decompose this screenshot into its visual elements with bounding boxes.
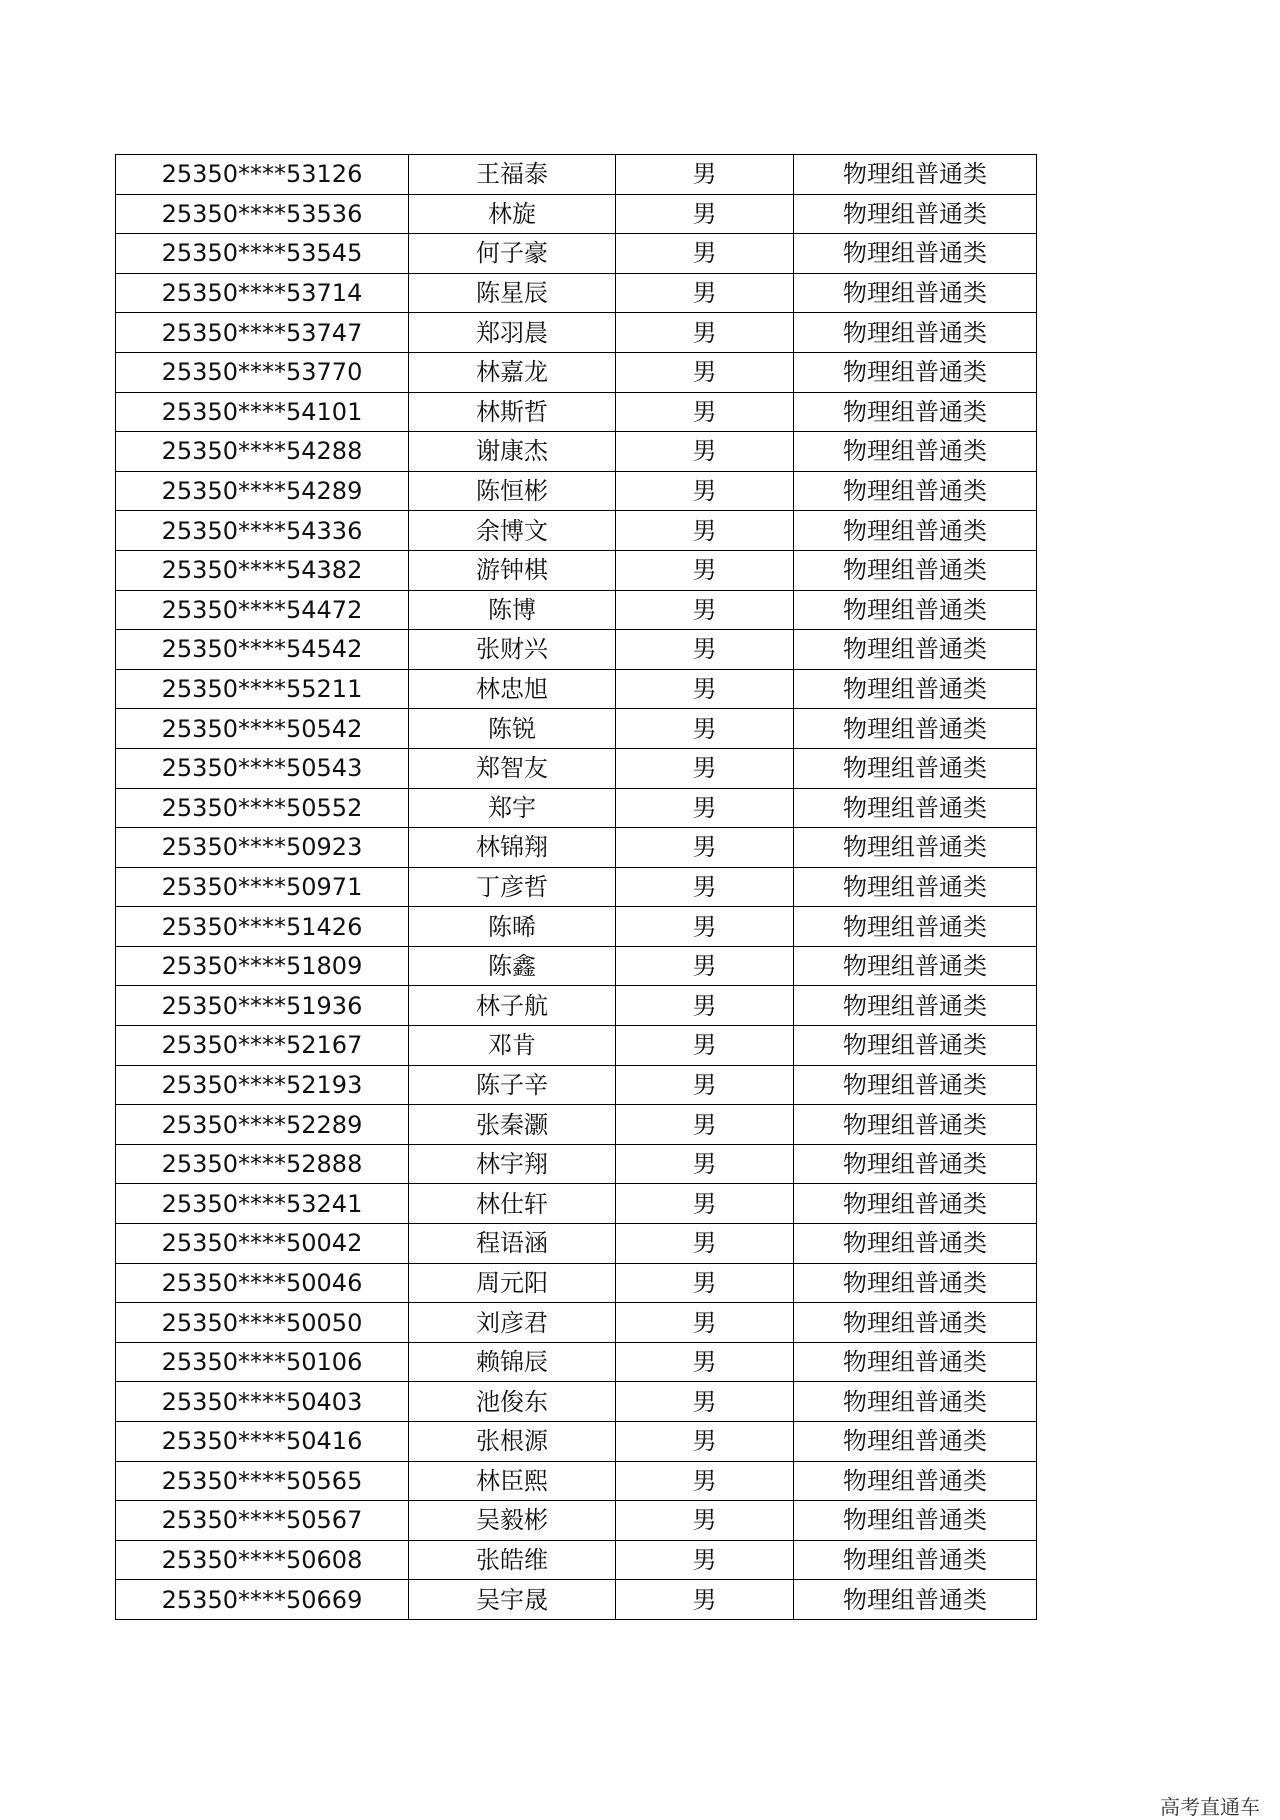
- gender-cell: 男: [616, 1144, 794, 1184]
- candidate-id-cell: 25350****54336: [116, 511, 409, 551]
- student-name-cell: 林斯哲: [409, 392, 616, 432]
- gender-cell: 男: [616, 273, 794, 313]
- candidate-id-cell: 25350****50923: [116, 828, 409, 868]
- category-cell: 物理组普通类: [794, 352, 1037, 392]
- gender-cell: 男: [616, 669, 794, 709]
- table-row: [116, 511, 1037, 551]
- gender-cell: 男: [616, 1580, 794, 1620]
- table-row: [116, 630, 1037, 670]
- candidate-id-cell: 25350****52167: [116, 1026, 409, 1066]
- category-cell: 物理组普通类: [794, 1184, 1037, 1224]
- admission-table: [115, 154, 1037, 1620]
- category-cell: 物理组普通类: [794, 511, 1037, 551]
- candidate-id-cell: 25350****50403: [116, 1382, 409, 1422]
- table-row: [116, 432, 1037, 472]
- candidate-id-cell: 25350****53536: [116, 194, 409, 234]
- table-body: [116, 155, 1037, 1620]
- student-name-cell: 林忠旭: [409, 669, 616, 709]
- table-row: [116, 194, 1037, 234]
- category-cell: 物理组普通类: [794, 1105, 1037, 1145]
- student-name-cell: 王福泰: [409, 155, 616, 195]
- table-row: [116, 155, 1037, 195]
- category-cell: 物理组普通类: [794, 709, 1037, 749]
- candidate-id-cell: 25350****52888: [116, 1144, 409, 1184]
- gender-cell: 男: [616, 1263, 794, 1303]
- student-name-cell: 程语涵: [409, 1224, 616, 1264]
- table-row: [116, 1580, 1037, 1620]
- table-row: [116, 1461, 1037, 1501]
- table-row: [116, 1501, 1037, 1541]
- table-row: [116, 313, 1037, 353]
- gender-cell: 男: [616, 392, 794, 432]
- table-row: [116, 1026, 1037, 1066]
- candidate-id-cell: 25350****52289: [116, 1105, 409, 1145]
- student-name-cell: 丁彦哲: [409, 867, 616, 907]
- candidate-id-cell: 25350****54288: [116, 432, 409, 472]
- category-cell: 物理组普通类: [794, 194, 1037, 234]
- student-name-cell: 张皓维: [409, 1540, 616, 1580]
- table-row: [116, 986, 1037, 1026]
- category-cell: 物理组普通类: [794, 1540, 1037, 1580]
- student-name-cell: 张根源: [409, 1422, 616, 1462]
- category-cell: 物理组普通类: [794, 1263, 1037, 1303]
- gender-cell: 男: [616, 1303, 794, 1343]
- category-cell: 物理组普通类: [794, 313, 1037, 353]
- candidate-id-cell: 25350****51936: [116, 986, 409, 1026]
- candidate-id-cell: 25350****51426: [116, 907, 409, 947]
- table-row: [116, 709, 1037, 749]
- gender-cell: 男: [616, 788, 794, 828]
- category-cell: 物理组普通类: [794, 1224, 1037, 1264]
- gender-cell: 男: [616, 986, 794, 1026]
- gender-cell: 男: [616, 946, 794, 986]
- candidate-id-cell: 25350****53545: [116, 234, 409, 274]
- student-name-cell: 郑宇: [409, 788, 616, 828]
- category-cell: 物理组普通类: [794, 155, 1037, 195]
- category-cell: 物理组普通类: [794, 867, 1037, 907]
- table-row: [116, 392, 1037, 432]
- table-row: [116, 1224, 1037, 1264]
- table-row: [116, 828, 1037, 868]
- candidate-id-cell: 25350****50567: [116, 1501, 409, 1541]
- student-name-cell: 张财兴: [409, 630, 616, 670]
- gender-cell: 男: [616, 1224, 794, 1264]
- candidate-id-cell: 25350****50669: [116, 1580, 409, 1620]
- table-row: [116, 1303, 1037, 1343]
- student-name-cell: 赖锦辰: [409, 1342, 616, 1382]
- table-row: [116, 273, 1037, 313]
- gender-cell: 男: [616, 194, 794, 234]
- category-cell: 物理组普通类: [794, 1461, 1037, 1501]
- category-cell: 物理组普通类: [794, 1342, 1037, 1382]
- category-cell: 物理组普通类: [794, 392, 1037, 432]
- gender-cell: 男: [616, 1065, 794, 1105]
- gender-cell: 男: [616, 550, 794, 590]
- table-row: [116, 907, 1037, 947]
- student-name-cell: 陈晞: [409, 907, 616, 947]
- category-cell: 物理组普通类: [794, 1580, 1037, 1620]
- student-name-cell: 何子豪: [409, 234, 616, 274]
- candidate-id-cell: 25350****54382: [116, 550, 409, 590]
- candidate-id-cell: 25350****54101: [116, 392, 409, 432]
- student-name-cell: 余博文: [409, 511, 616, 551]
- category-cell: 物理组普通类: [794, 1422, 1037, 1462]
- table-row: [116, 1382, 1037, 1422]
- student-name-cell: 陈子辛: [409, 1065, 616, 1105]
- gender-cell: 男: [616, 630, 794, 670]
- candidate-id-cell: 25350****50608: [116, 1540, 409, 1580]
- gender-cell: 男: [616, 907, 794, 947]
- student-name-cell: 郑智友: [409, 748, 616, 788]
- category-cell: 物理组普通类: [794, 630, 1037, 670]
- candidate-id-cell: 25350****50106: [116, 1342, 409, 1382]
- table-row: [116, 550, 1037, 590]
- table-row: [116, 471, 1037, 511]
- category-cell: 物理组普通类: [794, 1026, 1037, 1066]
- table-row: [116, 1105, 1037, 1145]
- category-cell: 物理组普通类: [794, 273, 1037, 313]
- student-name-cell: 林嘉龙: [409, 352, 616, 392]
- table-row: [116, 1263, 1037, 1303]
- category-cell: 物理组普通类: [794, 550, 1037, 590]
- student-name-cell: 谢康杰: [409, 432, 616, 472]
- student-name-cell: 陈恒彬: [409, 471, 616, 511]
- category-cell: 物理组普通类: [794, 1382, 1037, 1422]
- student-name-cell: 陈博: [409, 590, 616, 630]
- category-cell: 物理组普通类: [794, 946, 1037, 986]
- student-name-cell: 刘彦君: [409, 1303, 616, 1343]
- student-name-cell: 张秦灏: [409, 1105, 616, 1145]
- candidate-id-cell: 25350****53747: [116, 313, 409, 353]
- candidate-id-cell: 25350****50552: [116, 788, 409, 828]
- gender-cell: 男: [616, 748, 794, 788]
- student-name-cell: 陈星辰: [409, 273, 616, 313]
- category-cell: 物理组普通类: [794, 828, 1037, 868]
- table-row: [116, 590, 1037, 630]
- gender-cell: 男: [616, 432, 794, 472]
- student-name-cell: 陈鑫: [409, 946, 616, 986]
- category-cell: 物理组普通类: [794, 1144, 1037, 1184]
- category-cell: 物理组普通类: [794, 471, 1037, 511]
- student-name-cell: 林旋: [409, 194, 616, 234]
- gender-cell: 男: [616, 1422, 794, 1462]
- category-cell: 物理组普通类: [794, 1501, 1037, 1541]
- candidate-id-cell: 25350****54289: [116, 471, 409, 511]
- gender-cell: 男: [616, 590, 794, 630]
- student-name-cell: 陈锐: [409, 709, 616, 749]
- candidate-id-cell: 25350****50543: [116, 748, 409, 788]
- candidate-id-cell: 25350****50971: [116, 867, 409, 907]
- watermark-text: 高考直通车: [1160, 1795, 1260, 1819]
- gender-cell: 男: [616, 234, 794, 274]
- category-cell: 物理组普通类: [794, 788, 1037, 828]
- student-name-cell: 林宇翔: [409, 1144, 616, 1184]
- candidate-id-cell: 25350****54472: [116, 590, 409, 630]
- gender-cell: 男: [616, 1382, 794, 1422]
- student-name-cell: 池俊东: [409, 1382, 616, 1422]
- table-row: [116, 234, 1037, 274]
- table-row: [116, 1342, 1037, 1382]
- candidate-id-cell: 25350****53714: [116, 273, 409, 313]
- candidate-id-cell: 25350****50042: [116, 1224, 409, 1264]
- table-row: [116, 867, 1037, 907]
- gender-cell: 男: [616, 709, 794, 749]
- candidate-id-cell: 25350****53126: [116, 155, 409, 195]
- table-row: [116, 1065, 1037, 1105]
- student-name-cell: 吴毅彬: [409, 1501, 616, 1541]
- student-name-cell: 邓肯: [409, 1026, 616, 1066]
- category-cell: 物理组普通类: [794, 1303, 1037, 1343]
- category-cell: 物理组普通类: [794, 590, 1037, 630]
- category-cell: 物理组普通类: [794, 432, 1037, 472]
- table-row: [116, 1144, 1037, 1184]
- category-cell: 物理组普通类: [794, 234, 1037, 274]
- candidate-id-cell: 25350****50050: [116, 1303, 409, 1343]
- candidate-id-cell: 25350****50565: [116, 1461, 409, 1501]
- student-name-cell: 林锦翔: [409, 828, 616, 868]
- student-name-cell: 郑羽晨: [409, 313, 616, 353]
- student-name-cell: 周元阳: [409, 1263, 616, 1303]
- table-row: [116, 352, 1037, 392]
- gender-cell: 男: [616, 1342, 794, 1382]
- category-cell: 物理组普通类: [794, 1065, 1037, 1105]
- candidate-id-cell: 25350****53770: [116, 352, 409, 392]
- table-row: [116, 1422, 1037, 1462]
- student-name-cell: 林臣熙: [409, 1461, 616, 1501]
- student-name-cell: 林子航: [409, 986, 616, 1026]
- category-cell: 物理组普通类: [794, 907, 1037, 947]
- candidate-id-cell: 25350****51809: [116, 946, 409, 986]
- category-cell: 物理组普通类: [794, 669, 1037, 709]
- gender-cell: 男: [616, 1501, 794, 1541]
- gender-cell: 男: [616, 1461, 794, 1501]
- gender-cell: 男: [616, 828, 794, 868]
- gender-cell: 男: [616, 1105, 794, 1145]
- table-row: [116, 946, 1037, 986]
- gender-cell: 男: [616, 352, 794, 392]
- table-row: [116, 788, 1037, 828]
- candidate-id-cell: 25350****50416: [116, 1422, 409, 1462]
- candidate-id-cell: 25350****54542: [116, 630, 409, 670]
- gender-cell: 男: [616, 1184, 794, 1224]
- candidate-id-cell: 25350****55211: [116, 669, 409, 709]
- gender-cell: 男: [616, 1540, 794, 1580]
- gender-cell: 男: [616, 313, 794, 353]
- table-row: [116, 1540, 1037, 1580]
- table-row: [116, 669, 1037, 709]
- gender-cell: 男: [616, 867, 794, 907]
- student-name-cell: 游钟棋: [409, 550, 616, 590]
- student-name-cell: 林仕轩: [409, 1184, 616, 1224]
- category-cell: 物理组普通类: [794, 986, 1037, 1026]
- gender-cell: 男: [616, 511, 794, 551]
- candidate-id-cell: 25350****52193: [116, 1065, 409, 1105]
- gender-cell: 男: [616, 155, 794, 195]
- candidate-id-cell: 25350****53241: [116, 1184, 409, 1224]
- student-name-cell: 吴宇晟: [409, 1580, 616, 1620]
- candidate-id-cell: 25350****50542: [116, 709, 409, 749]
- gender-cell: 男: [616, 1026, 794, 1066]
- candidate-id-cell: 25350****50046: [116, 1263, 409, 1303]
- category-cell: 物理组普通类: [794, 748, 1037, 788]
- gender-cell: 男: [616, 471, 794, 511]
- table-row: [116, 748, 1037, 788]
- table-row: [116, 1184, 1037, 1224]
